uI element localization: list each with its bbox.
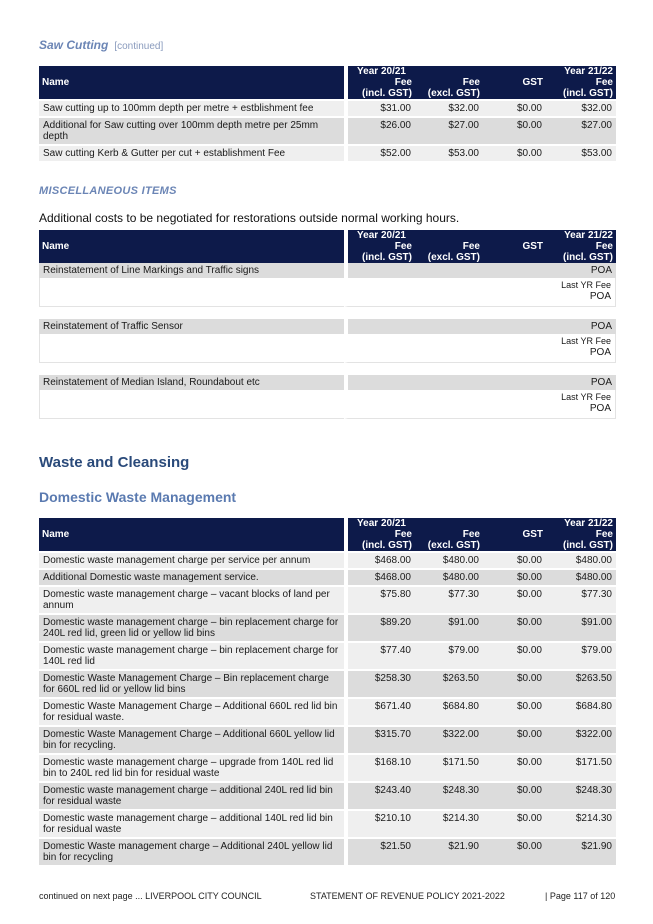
footer-left: continued on next page ... LIVERPOOL CITY COUNCIL — [39, 891, 262, 901]
row-fee: $21.90 — [415, 837, 483, 865]
header-year-2021: Year 20/21 — [344, 66, 415, 77]
table-row — [39, 99, 616, 116]
header-year-2122: Year 21/22 — [546, 518, 616, 529]
row-y21: $322.00 — [546, 725, 616, 753]
table-row — [39, 116, 616, 144]
row-y20: $468.00 — [344, 568, 415, 585]
row-fee: $248.30 — [415, 781, 483, 809]
row-fee: $480.00 — [415, 568, 483, 585]
misc-item-name: Reinstatement of Median Island, Roundabout etc — [39, 375, 344, 390]
row-gst: $0.00 — [483, 551, 546, 568]
header-blank — [483, 252, 546, 263]
saw-cutting-table — [39, 66, 616, 161]
misc-item-last-row — [39, 334, 616, 363]
header-incl-gst-2: (incl. GST) — [546, 88, 616, 99]
header-blank — [483, 540, 546, 551]
row-y20: $52.00 — [344, 144, 415, 161]
blank-cell — [39, 334, 344, 363]
header-fee-excl: Fee — [415, 241, 483, 252]
header-year-2122: Year 21/22 — [546, 230, 616, 241]
row-name: Saw cutting up to 100mm depth per metre + estblishment fee — [39, 99, 344, 116]
row-name: Domestic waste management charge – bin replacement charge for 240L red lid, green lid or yellow lid bins — [39, 613, 344, 641]
header-year-2122: Year 21/22 — [546, 66, 616, 77]
row-fee: $171.50 — [415, 753, 483, 781]
row-y21: $171.50 — [546, 753, 616, 781]
table-row — [39, 568, 616, 585]
header-incl-gst: (incl. GST) — [344, 540, 415, 551]
header-blank — [415, 230, 483, 241]
misc-title: MISCELLANEOUS ITEMS — [39, 185, 177, 197]
table-row — [39, 809, 616, 837]
misc-item-name: Reinstatement of Traffic Sensor — [39, 319, 344, 334]
table-row — [39, 144, 616, 161]
header-incl-gst: (incl. GST) — [344, 88, 415, 99]
row-gst: $0.00 — [483, 641, 546, 669]
misc-item-last-row — [39, 278, 616, 307]
row-gst: $0.00 — [483, 837, 546, 865]
header-name: Name — [39, 66, 344, 99]
row-y21: $480.00 — [546, 568, 616, 585]
table-header-row — [39, 66, 616, 77]
row-y21: $79.00 — [546, 641, 616, 669]
last-year-value: POA — [589, 403, 611, 414]
row-y20: $168.10 — [344, 753, 415, 781]
row-y20: $243.40 — [344, 781, 415, 809]
row-name: Saw cutting Kerb & Gutter per cut + establishment Fee — [39, 144, 344, 161]
row-y20: $26.00 — [344, 116, 415, 144]
table-row — [39, 781, 616, 809]
misc-note: Additional costs to be negotiated for restorations outside normal working hours. — [39, 211, 460, 225]
header-blank — [483, 518, 546, 529]
table-row — [39, 613, 616, 641]
row-fee: $214.30 — [415, 809, 483, 837]
misc-table — [39, 230, 616, 419]
row-name: Domestic waste management charge – bin replacement charge for 140L red lid — [39, 641, 344, 669]
row-y20: $468.00 — [344, 551, 415, 568]
row-fee: $27.00 — [415, 116, 483, 144]
row-fee: $79.00 — [415, 641, 483, 669]
row-gap — [39, 363, 616, 375]
row-gst: $0.00 — [483, 144, 546, 161]
row-gst: $0.00 — [483, 669, 546, 697]
waste-heading: Waste and Cleansing — [39, 454, 190, 471]
waste-table-body — [39, 551, 616, 865]
row-y21: $480.00 — [546, 551, 616, 568]
header-blank — [415, 518, 483, 529]
header-gst: GST — [483, 77, 546, 88]
table-header-row — [39, 230, 616, 241]
row-fee: $91.00 — [415, 613, 483, 641]
header-excl-gst: (excl. GST) — [415, 252, 483, 263]
header-gst: GST — [483, 529, 546, 540]
row-gst: $0.00 — [483, 809, 546, 837]
row-fee: $322.00 — [415, 725, 483, 753]
row-y20: $77.40 — [344, 641, 415, 669]
row-fee: $32.00 — [415, 99, 483, 116]
blank-cell — [39, 278, 344, 307]
row-y20: $89.20 — [344, 613, 415, 641]
row-y20: $75.80 — [344, 585, 415, 613]
row-name: Domestic Waste Management Charge – Bin replacement charge for 660L red lid or yellow lid bins — [39, 669, 344, 697]
header-blank — [483, 230, 546, 241]
saw-cutting-title — [39, 38, 163, 52]
row-y20: $315.70 — [344, 725, 415, 753]
last-year-fee-cell — [344, 278, 616, 307]
row-y21: $21.90 — [546, 837, 616, 865]
row-y21: $684.80 — [546, 697, 616, 725]
header-blank — [415, 66, 483, 77]
header-name: Name — [39, 230, 344, 263]
row-fee: $263.50 — [415, 669, 483, 697]
row-y20: $31.00 — [344, 99, 415, 116]
row-name: Domestic waste management charge per service per annum — [39, 551, 344, 568]
row-gap — [39, 307, 616, 319]
footer-right: | Page 117 of 120 — [545, 891, 616, 901]
row-y21: $214.30 — [546, 809, 616, 837]
header-fee-incl: Fee — [344, 529, 415, 540]
misc-item-value: POA — [344, 263, 616, 278]
row-fee: $77.30 — [415, 585, 483, 613]
header-fee-incl-2: Fee — [546, 241, 616, 252]
header-fee-excl: Fee — [415, 529, 483, 540]
row-fee: $53.00 — [415, 144, 483, 161]
row-y20: $210.10 — [344, 809, 415, 837]
row-fee: $684.80 — [415, 697, 483, 725]
header-fee-incl: Fee — [344, 77, 415, 88]
row-name: Additional for Saw cutting over 100mm depth metre per 25mm depth — [39, 116, 344, 144]
waste-table — [39, 518, 616, 865]
header-fee-incl-2: Fee — [546, 529, 616, 540]
table-row — [39, 753, 616, 781]
continued-label: [continued] — [114, 41, 164, 52]
row-gst: $0.00 — [483, 725, 546, 753]
last-year-label: Last YR Fee — [561, 392, 611, 402]
misc-item-last-row — [39, 390, 616, 419]
last-year-fee-cell — [344, 334, 616, 363]
row-gst: $0.00 — [483, 568, 546, 585]
table-header-row — [39, 518, 616, 529]
domestic-waste-heading: Domestic Waste Management — [39, 489, 237, 505]
header-incl-gst-2: (incl. GST) — [546, 252, 616, 263]
row-gst: $0.00 — [483, 753, 546, 781]
row-gst: $0.00 — [483, 99, 546, 116]
row-name: Additional Domestic waste management service. — [39, 568, 344, 585]
misc-item-value: POA — [344, 375, 616, 390]
table-row — [39, 551, 616, 568]
table-row — [39, 837, 616, 865]
header-fee-incl-2: Fee — [546, 77, 616, 88]
header-blank — [483, 88, 546, 99]
blank-cell — [39, 390, 344, 419]
row-y21: $53.00 — [546, 144, 616, 161]
row-gst: $0.00 — [483, 613, 546, 641]
header-incl-gst-2: (incl. GST) — [546, 540, 616, 551]
footer-center: STATEMENT OF REVENUE POLICY 2021-2022 — [310, 891, 505, 901]
table-row — [39, 585, 616, 613]
row-name: Domestic waste management charge – additional 240L red lid bin for residual waste — [39, 781, 344, 809]
misc-item-row — [39, 319, 616, 334]
misc-item-value: POA — [344, 319, 616, 334]
row-fee: $480.00 — [415, 551, 483, 568]
row-y20: $21.50 — [344, 837, 415, 865]
header-year-2021: Year 20/21 — [344, 230, 415, 241]
row-gst: $0.00 — [483, 697, 546, 725]
header-excl-gst: (excl. GST) — [415, 88, 483, 99]
header-year-2021: Year 20/21 — [344, 518, 415, 529]
row-y21: $32.00 — [546, 99, 616, 116]
header-gst: GST — [483, 241, 546, 252]
row-y21: $27.00 — [546, 116, 616, 144]
row-gst: $0.00 — [483, 116, 546, 144]
misc-item-name: Reinstatement of Line Markings and Traffic signs — [39, 263, 344, 278]
row-name: Domestic waste management charge – additional 140L red lid bin for residual waste — [39, 809, 344, 837]
table-row — [39, 669, 616, 697]
row-y21: $248.30 — [546, 781, 616, 809]
row-y21: $263.50 — [546, 669, 616, 697]
header-fee-excl: Fee — [415, 77, 483, 88]
table-row — [39, 725, 616, 753]
row-name: Domestic waste management charge – vacant blocks of land per annum — [39, 585, 344, 613]
row-y20: $671.40 — [344, 697, 415, 725]
row-name: Domestic Waste Management Charge – Additional 660L yellow lid bin for recycling. — [39, 725, 344, 753]
row-y20: $258.30 — [344, 669, 415, 697]
last-year-fee-cell — [344, 390, 616, 419]
row-gst: $0.00 — [483, 585, 546, 613]
saw-cutting-title-text: Saw Cutting — [39, 38, 109, 52]
row-name: Domestic Waste Management Charge – Additional 660L red lid bin for residual waste. — [39, 697, 344, 725]
header-blank — [483, 66, 546, 77]
misc-item-row — [39, 375, 616, 390]
last-year-value: POA — [589, 347, 611, 358]
row-y21: $77.30 — [546, 585, 616, 613]
header-name: Name — [39, 518, 344, 551]
table-row — [39, 641, 616, 669]
last-year-value: POA — [589, 291, 611, 302]
last-year-label: Last YR Fee — [561, 280, 611, 290]
table-row — [39, 697, 616, 725]
row-y21: $91.00 — [546, 613, 616, 641]
row-gst: $0.00 — [483, 781, 546, 809]
header-incl-gst: (incl. GST) — [344, 252, 415, 263]
row-name: Domestic waste management charge – upgrade from 140L red lid bin to 240L red lid bin for residual waste — [39, 753, 344, 781]
header-fee-incl: Fee — [344, 241, 415, 252]
header-excl-gst: (excl. GST) — [415, 540, 483, 551]
last-year-label: Last YR Fee — [561, 336, 611, 346]
misc-item-row — [39, 263, 616, 278]
row-name: Domestic Waste management charge – Additional 240L yellow lid bin for recycling — [39, 837, 344, 865]
